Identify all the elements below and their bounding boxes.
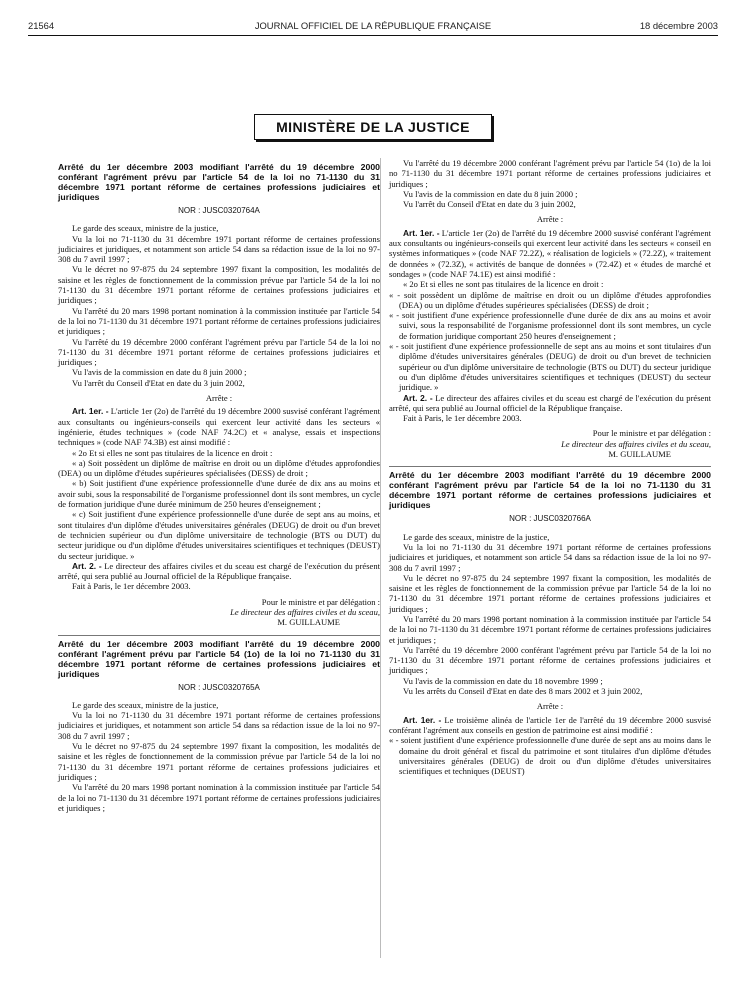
signatory-title: Le directeur des affaires civiles et du sceau, — [230, 606, 380, 617]
paragraph: Le garde des sceaux, ministre de la justice, — [72, 699, 219, 710]
paragraph: Vu la loi no 71-1130 du 31 décembre 1971 portant réforme de certaines professions judiciaires et juridiques, et notamment son article 54 dans sa rédaction issue de la loi no 97-308 du 7 avril 1997 ; — [58, 233, 380, 265]
paragraph: Vu l'arrêté du 19 décembre 2000 conférant l'agrément prévu par l'article 54 de la loi no 71-1130 du 31 décembre 1971 portant réforme de certaines professions judiciaires et juridiques ; — [389, 644, 711, 676]
decree-title: Arrêté du 1er décembre 2003 modifiant l'arrêté du 19 décembre 2000 conférant l'agrément prévu par l'article 54 (1o) de la loi no 71-1130 du 31 décembre 1971 portant réforme de certaines professions judiciaires et juridiques — [58, 638, 380, 679]
paragraph: Vu l'arrêté du 20 mars 1998 portant nomination à la commission instituée par l'article 54 de la loi no 71-1130 du 31 décembre 1971 portant réforme de certaines professions judiciaires et juridiques ; — [58, 782, 380, 813]
paragraph: Vu l'arrêté du 19 décembre 2000 conférant l'agrément prévu par l'article 54 (1o) de la loi no 71-1130 du 31 décembre 1971 portant réforme de certaines professions judiciaires et juridiques ; — [389, 158, 711, 189]
page-header — [28, 20, 718, 34]
article-text: L'article 1er (2o) de l'arrêté du 19 décembre 2000 susvisé conférant l'agrément aux consultants ou ingénieurs-conseils qui exercent leur activité dans les secteurs « conseil en systèmes informatiques » (code NAF 72.2Z), « réalisation de logiciels » (72.2Z), « traitement de données » (72.3Z), « activités de banque de données » (72.4Z) et « études de marché et sondages » (code NAF 74.1E) est ainsi modifié : — [389, 227, 711, 279]
article-1 — [58, 406, 380, 447]
quoted-line: « - soit justifient d'une expérience professionnelle de sept ans au moins et sont titulaires d'un diplôme d'études universitaires générales (DEUG) de droit ou d'un brevet de technicien supérieur ou d'un diplôme universitaire de technologie (BTS ou DUT) du secteur juridique ou d'un diplôme d'études universitaires scientifiques et techniques (DEUST) du secteur juridique. » — [389, 341, 711, 393]
column-divider — [380, 158, 381, 958]
signatory-title: Le directeur des affaires civiles et du sceau, — [561, 438, 711, 449]
article-2 — [389, 393, 711, 414]
article-label: Art. 2. - — [72, 560, 102, 571]
quoted-line: « - soient justifient d'une expérience professionnelle d'une durée de sept ans au moins dans le domaine du droit général et fiscal du patrimoine et sont titulaires d'un diplôme d'études universitaires générales (DEUG) de droit ou d'un diplôme d'études universitaires scientifiques et techniques (DEUST) — [389, 735, 711, 777]
paragraph: Vu le décret no 97-875 du 24 septembre 1997 fixant la composition, les modalités de saisine et les règles de fonctionnement de la commission prévue par l'article 54 de la loi no 71-1130 du 31 décembre 1971 portant réforme de certaines professions judiciaires et juridiques ; — [58, 741, 380, 782]
right-column — [389, 158, 711, 776]
article-text: L'article 1er (2o) de l'arrêté du 19 décembre 2000 susvisé conférant l'agrément aux consultants ou ingénieurs-conseils qui exercent leur activité dans les secteurs « ingénierie, études techniques » (code NAF 74.2C) et « analyse, essais et inspections techniques » (code NAF 74.3B) est ainsi modifié : — [58, 406, 380, 448]
quoted-line: « a) Soit possèdent un diplôme de maîtrise en droit ou un diplôme d'études approfondies (DEA) ou un diplôme d'études supérieures spécialisées (DESS) de droit ; — [58, 457, 380, 479]
ministry-heading: MINISTÈRE DE LA JUSTICE — [254, 114, 492, 140]
paragraph: Vu l'arrêté du 19 décembre 2000 conférant l'agrément prévu par l'article 54 de la loi no 71-1130 du 31 décembre 1971 portant réforme de certaines professions judiciaires et juridiques ; — [58, 336, 380, 368]
journal-title: JOURNAL OFFICIEL DE LA RÉPUBLIQUE FRANÇAISE — [254, 20, 492, 31]
decree-title: Arrêté du 1er décembre 2003 modifiant l'arrêté du 19 décembre 2000 conférant l'agrément prévu par l'article 54 de la loi no 71-1130 du 31 décembre 1971 portant réforme de certaines professions judiciaires et juridiques — [389, 470, 711, 511]
paragraph: Vu l'arrêt du Conseil d'Etat en date du 3 juin 2002, — [403, 199, 576, 210]
page-number: 21564 — [28, 20, 55, 31]
article-text: Le directeur des affaires civiles et du sceau est chargé de l'exécution du présent arrêté, qui sera publié au Journal officiel de la République française. — [58, 560, 380, 582]
nor-reference: NOR : JUSC0320764A — [178, 206, 260, 215]
signatory-name: M. GUILLAUME — [608, 449, 671, 460]
article-1 — [389, 228, 711, 279]
quoted-line: « - soit possèdent un diplôme de maîtrise en droit ou un diplôme d'études approfondies (DEA) ou un diplôme d'études supérieures spécialisées (DESS) de droit ; — [389, 289, 711, 310]
article-text: Le troisième alinéa de l'article 1er de l'arrêté du 19 décembre 2000 susvisé conférant l'agrément aux conseils en gestion de patrimoine est ainsi modifié : — [389, 714, 711, 735]
article-label: Art. 2. - — [403, 392, 433, 403]
paragraph: Vu l'avis de la commission en date du 8 juin 2000 ; — [403, 188, 578, 199]
arrete-heading: Arrête : — [536, 701, 564, 712]
article-label: Art. 1er. - — [72, 406, 109, 417]
signing-place-date: Fait à Paris, le 1er décembre 2003. — [403, 413, 522, 424]
article-label: Art. 1er. - — [403, 714, 442, 725]
quoted-line: « 2o Et si elles ne sont pas titulaires de la licence en droit : — [72, 447, 273, 458]
nor-reference: NOR : JUSC0320765A — [178, 682, 260, 692]
paragraph: Vu les arrêts du Conseil d'Etat en date des 8 mars 2002 et 3 juin 2002, — [403, 686, 643, 697]
article-text: Le directeur des affaires civiles et du sceau est chargé de l'exécution du présent arrêté, qui sera publié au Journal officiel de la République française. — [389, 392, 711, 413]
signatory-name: M. GUILLAUME — [277, 617, 340, 628]
article-label: Art. 1er. - — [403, 227, 440, 238]
signing-place-date: Fait à Paris, le 1er décembre 2003. — [72, 581, 191, 592]
quoted-line: « c) Soit justifient d'une expérience professionnelle d'une durée de sept ans au moins, et sont titulaires d'un diplôme d'études universitaires générales (DEUG) de droit ou d'un brevet de technicien supérieur ou d'un diplôme universitaire de technologie (BTS ou DUT) du secteur juridique ou d'un diplôme d'études universitaires scientifiques et techniques (DEUST) du secteur juridique. » — [58, 509, 380, 561]
delegation-line: Pour le ministre et par délégation : — [592, 428, 711, 439]
arrete-heading: Arrête : — [536, 214, 564, 225]
paragraph: Vu la loi no 71-1130 du 31 décembre 1971 portant réforme de certaines professions judiciaires et juridiques, et notamment son article 54 dans sa rédaction issue de la loi no 97-308 du 7 avril 1997 ; — [58, 710, 380, 741]
paragraph: Vu le décret no 97-875 du 24 septembre 1997 fixant la composition, les modalités de saisine et les règles de fonctionnement de la commission prévue par l'article 54 de la loi no 71-1130 du 31 décembre 1971 portant réforme de certaines professions judiciaires et juridiques ; — [58, 264, 380, 306]
paragraph: Vu l'arrêt du Conseil d'Etat en date du 3 juin 2002, — [72, 377, 245, 388]
decree-separator — [389, 466, 711, 467]
paragraph: Vu l'avis de la commission en date du 18 novembre 1999 ; — [403, 675, 603, 686]
paragraph: Le garde des sceaux, ministre de la justice, — [403, 531, 550, 542]
paragraph: Vu l'arrêté du 20 mars 1998 portant nomination à la commission instituée par l'article 54 de la loi no 71-1130 du 31 décembre 1971 portant réforme de certaines professions judiciaires et juridiques ; — [58, 305, 380, 337]
quoted-line: « b) Soit justifient d'une expérience professionnelle d'une durée de dix ans au moins et avoir subi, sous la responsabilité de l'organisme professionnel dont ils sont membres, un cycle de formation juridique d'une durée minimum de 250 heures d'enseignement ; — [58, 478, 380, 510]
article-1 — [389, 715, 711, 736]
paragraph: Vu l'avis de la commission en date du 8 juin 2000 ; — [72, 367, 247, 378]
publication-date: 18 décembre 2003 — [639, 20, 718, 31]
quoted-line: « - soit justifient d'une expérience professionnelle d'une durée de dix ans au moins et avoir suivi, sous la responsabilité de l'organisme professionnel dont ils sont membres, un cycle de formation juridique comportant 250 heures d'enseignement ; — [389, 310, 711, 341]
article-2 — [58, 561, 380, 582]
header-rule — [28, 35, 718, 36]
paragraph: Vu l'arrêté du 20 mars 1998 portant nomination à la commission instituée par l'article 54 de la loi no 71-1130 du 31 décembre 1971 portant réforme de certaines professions judiciaires et juridiques ; — [389, 613, 711, 645]
quoted-line: « 2o Et si elles ne sont pas titulaires de la licence en droit : — [403, 279, 604, 290]
decree-title: Arrêté du 1er décembre 2003 modifiant l'arrêté du 19 décembre 2000 conférant l'agrément prévu par l'article 54 de la loi no 71-1130 du 31 décembre 1971 portant réforme de certaines professions judiciaires et juridiques — [58, 162, 380, 202]
arrete-heading: Arrête : — [205, 393, 233, 404]
paragraph: Le garde des sceaux, ministre de la justice, — [72, 223, 219, 234]
decree-separator — [58, 635, 380, 636]
nor-reference: NOR : JUSC0320766A — [509, 514, 591, 524]
left-column — [58, 160, 380, 813]
paragraph: Vu la loi no 71-1130 du 31 décembre 1971 portant réforme de certaines professions judiciaires et juridiques, et notamment son article 54 dans sa rédaction issue de la loi no 97-308 du 7 avril 1997 ; — [389, 541, 711, 573]
delegation-line: Pour le ministre et par délégation : — [261, 596, 380, 607]
paragraph: Vu le décret no 97-875 du 24 septembre 1997 fixant la composition, les modalités de saisine et les règles de fonctionnement de la commission prévue par l'article 54 de la loi no 71-1130 du 31 décembre 1971 portant réforme de certaines professions judiciaires et juridiques ; — [389, 572, 711, 614]
